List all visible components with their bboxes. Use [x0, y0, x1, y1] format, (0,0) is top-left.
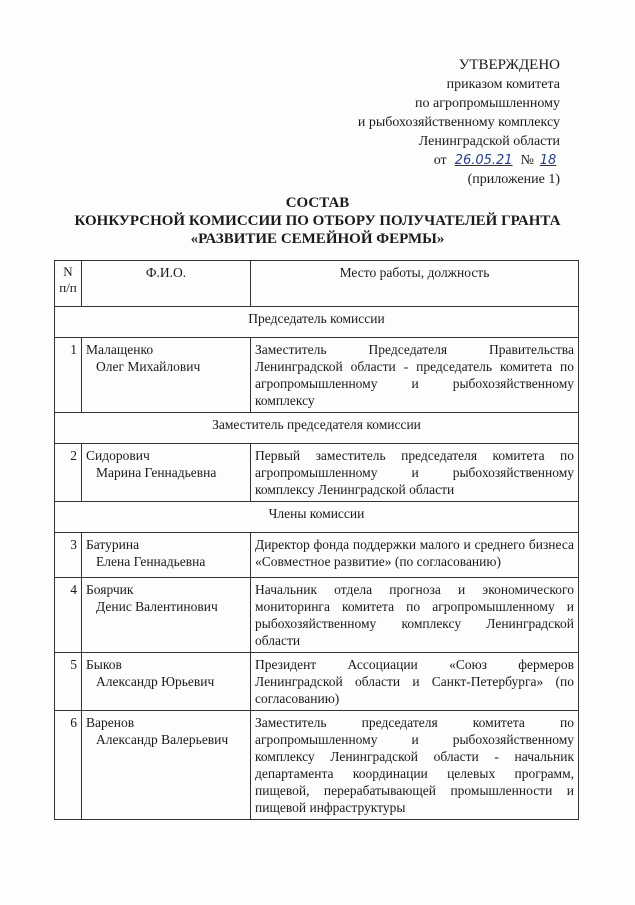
member-surname: Малащенко: [86, 342, 154, 357]
member-surname: Варенов: [86, 715, 135, 730]
table-row: [55, 338, 579, 413]
title-line-3: «РАЗВИТИЕ СЕМЕЙНОЙ ФЕРМЫ»: [190, 231, 445, 247]
title-line-2: КОНКУРСНОЙ КОМИССИИ ПО ОТБОРУ ПОЛУЧАТЕЛЕЙ ГРАНТА: [74, 213, 561, 229]
row-number: 4: [55, 578, 82, 653]
row-number: 1: [55, 338, 82, 413]
table-row: [55, 578, 579, 653]
member-given-names: Елена Геннадьевна: [96, 554, 206, 569]
table-row: [55, 533, 579, 578]
section-row: [55, 307, 579, 338]
approval-line: приказом комитета: [446, 77, 560, 92]
table-row: [55, 653, 579, 711]
header-position: Место работы, должность: [251, 261, 579, 307]
member-name: [82, 653, 251, 711]
member-position: Начальник отдела прогноза и экономического мониторинга комитета по агропромышленному и рыбохозяйственному комплексу Ленинградской области: [251, 578, 579, 653]
table-row: [55, 444, 579, 502]
member-given-names: Александр Юрьевич: [96, 674, 215, 689]
member-name: [82, 444, 251, 502]
member-name: [82, 338, 251, 413]
approval-line: и рыбохозяйственному комплексу: [357, 115, 560, 130]
header-number: N п/п: [55, 261, 82, 307]
member-position: Первый заместитель председателя комитета по агропромышленному и рыбохозяйственному комплексу Ленинградской области: [251, 444, 579, 502]
member-position: Директор фонда поддержки малого и среднего бизнеса «Совместное развитие» (по согласованию): [251, 533, 579, 578]
section-row: [55, 502, 579, 533]
member-surname: Батурина: [86, 537, 140, 552]
table-row: [55, 711, 579, 820]
member-surname: Быков: [86, 657, 122, 672]
appendix-note: (приложение 1): [467, 172, 560, 187]
member-name: [82, 711, 251, 820]
approval-stamp-block: [358, 56, 560, 189]
table-header-row: [55, 261, 579, 307]
member-name: [82, 578, 251, 653]
document-title: [0, 194, 635, 248]
member-position: Президент Ассоциации «Союз фермеров Ленинградской области и Санкт-Петербурга» (по согласованию): [251, 653, 579, 711]
row-number: 6: [55, 711, 82, 820]
member-given-names: Александр Валерьевич: [96, 732, 229, 747]
header-full-name: Ф.И.О.: [82, 261, 251, 307]
member-given-names: Олег Михайлович: [96, 359, 201, 374]
commission-table: [54, 260, 579, 820]
member-given-names: Денис Валентинович: [96, 599, 218, 614]
row-number: 5: [55, 653, 82, 711]
row-number: 2: [55, 444, 82, 502]
member-surname: Боярчик: [86, 582, 134, 597]
handwritten-order-number: 18: [539, 153, 557, 168]
member-surname: Сидорович: [86, 448, 150, 463]
section-heading-chairman: Председатель комиссии: [55, 307, 579, 338]
title-line-1: СОСТАВ: [285, 195, 350, 211]
member-name: [82, 533, 251, 578]
member-position: Заместитель Председателя Правительства Ленинградской области - председатель комитета по агропромышленному и рыбохозяйственному комплексу: [251, 338, 579, 413]
section-row: [55, 413, 579, 444]
section-heading-members: Члены комиссии: [55, 502, 579, 533]
date-prefix: от: [433, 153, 447, 168]
number-sign: №: [520, 153, 534, 168]
member-position: Заместитель председателя комитета по агропромышленному и рыбохозяйственному комплексу Ленинградской области - начальник департамента координации целевых программ, пищевой, перерабатывающей промышленности и пищевой инфраструктуры: [251, 711, 579, 820]
handwritten-date: 26.05.21: [454, 153, 513, 168]
order-date-number-line: [434, 151, 560, 170]
approval-line: Ленинградской области: [418, 134, 560, 149]
member-given-names: Марина Геннадьевна: [96, 465, 217, 480]
approval-title: УТВЕРЖДЕНО: [458, 57, 560, 73]
approval-line: по агропромышленному: [415, 96, 560, 111]
section-heading-deputy: Заместитель председателя комиссии: [55, 413, 579, 444]
row-number: 3: [55, 533, 82, 578]
